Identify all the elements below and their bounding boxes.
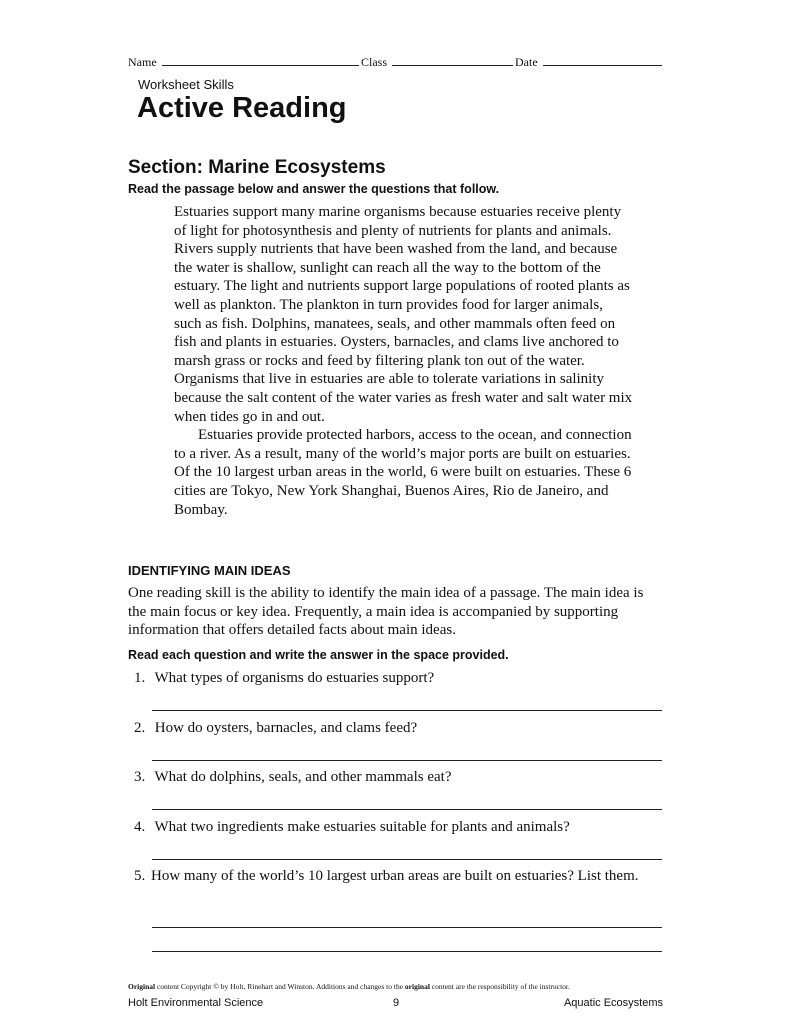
- answer-line-2[interactable]: [152, 760, 662, 761]
- footer-book-title: Holt Environmental Science: [128, 997, 264, 1009]
- question-number: 2.: [134, 720, 146, 736]
- copyright-notice: Original content Copyright © by Holt, Rinehart and Winston. Additions and changes to the original content are the responsibility of the instructor.: [128, 982, 570, 991]
- name-field[interactable]: [128, 54, 359, 70]
- section-title: Section: Marine Ecosystems: [128, 157, 386, 178]
- question-text: What two ingredients make estuaries suitable for plants and animals?: [154, 819, 570, 835]
- question-text: How do oysters, barnacles, and clams feed?: [154, 720, 418, 736]
- question-text: What do dolphins, seals, and other mammals eat?: [154, 769, 452, 785]
- answer-line-1[interactable]: [152, 710, 662, 711]
- worksheet-label: Worksheet Skills: [138, 77, 234, 92]
- answer-line-3[interactable]: [152, 809, 662, 810]
- question-4: [134, 818, 654, 837]
- question-text: How many of the world’s 10 largest urban areas are built on estuaries? List them.: [151, 868, 639, 884]
- question-number: 3.: [134, 769, 146, 785]
- class-line[interactable]: [392, 54, 513, 66]
- question-1: [134, 669, 654, 688]
- class-field[interactable]: [361, 54, 513, 70]
- name-label: Name: [128, 55, 157, 69]
- question-number: 4.: [134, 819, 146, 835]
- question-5: [134, 867, 661, 886]
- class-label: Class: [361, 55, 388, 69]
- answer-line-4[interactable]: [152, 859, 662, 860]
- passage-instructions: Read the passage below and answer the questions that follow.: [128, 182, 500, 196]
- skill-heading: IDENTIFYING MAIN IDEAS: [128, 563, 291, 578]
- page-title: Active Reading: [137, 92, 347, 124]
- name-line[interactable]: [162, 54, 359, 66]
- question-instructions: Read each question and write the answer in the space provided.: [128, 648, 509, 662]
- question-3: [134, 768, 654, 787]
- question-number: 5.: [134, 868, 146, 884]
- question-2: [134, 719, 654, 738]
- date-line[interactable]: [543, 54, 662, 66]
- skill-description: One reading skill is the ability to identify the main idea of a passage. The main idea is the main focus or key idea. Frequently, a main idea is accompanied by supporting information that offers detailed facts about main ideas.: [128, 585, 644, 638]
- passage-paragraph-2: Estuaries provide protected harbors, access to the ocean, and connection to a river. As a result, many of the world’s major ports are built on estuaries. Of the 10 largest urban areas in the world, 6 were built on estuaries. These 6 cities are Tokyo, New York Shanghai, Buenos Aires, Rio de Janeiro, and Bombay.: [174, 427, 632, 518]
- question-text: What types of organisms do estuaries support?: [154, 670, 435, 686]
- question-number: 1.: [134, 670, 146, 686]
- date-label: Date: [515, 55, 538, 69]
- reading-passage: [174, 203, 634, 519]
- date-field[interactable]: [515, 54, 662, 70]
- answer-line-5a[interactable]: [152, 927, 662, 928]
- footer-page-number: 9: [393, 997, 400, 1009]
- answer-line-5b[interactable]: [152, 951, 662, 952]
- footer-chapter: Aquatic Ecosystems: [563, 997, 663, 1009]
- passage-paragraph-1: Estuaries support many marine organisms because estuaries receive plenty of light for photosynthesis and plenty of nutrients for plants and animals. Rivers supply nutrients that have been washed from the land, and because the water is shallow, sunlight can reach all the way to the bottom of the estuary. The light and nutrients support large populations of rooted plants as well as plankton. The plankton in turn provides food for larger animals, such as fish. Dolphins, manatees, seals, and other mammals often feed on fish and plants in estuaries. Oysters, barnacles, and clams live anchored to marsh grass or rocks and feed by filtering plank ton out of the water. Organisms that live in estuaries are able to tolerate variations in salinity because the salt content of the water varies as fresh water and salt water mix when tides go in and out.: [174, 204, 633, 425]
